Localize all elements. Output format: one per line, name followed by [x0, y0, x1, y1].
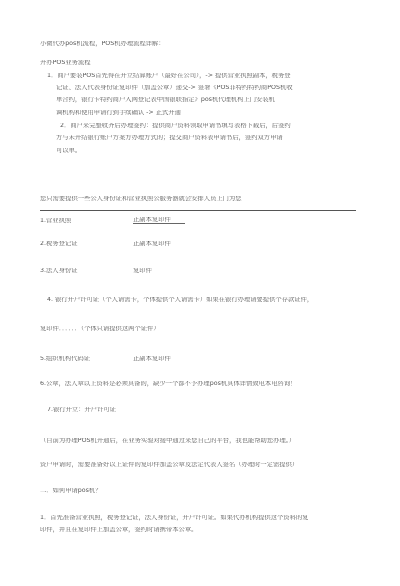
application-step-1-line-2: 印件，并且在复印件上加盖公章，签约时请携带本公章。 — [40, 527, 198, 533]
process-step-2-line-3: 可以单。 — [56, 148, 82, 154]
doc-item-7: 7.银行开立：开户许可证 — [47, 407, 116, 413]
doc-item-3-value: 复印件 — [133, 268, 152, 274]
process-step-2-line-2: 方与未开结银行账户方案方办理方式的；提交商户资料表申请书后，签约双方申请 — [56, 135, 283, 141]
note-paragraph-1: （目前为办理POS机开通后，在业务实验对接中通过来您自己的平台，我也能帮助您办理。） — [40, 438, 296, 444]
doc-item-3-label: 3.法人身份证 — [40, 268, 78, 274]
doc-item-5-label: 5.组织机构代码证 — [40, 356, 91, 362]
process-step-2-line-1: 2．商户来完整收齐后办理签约：提供商户资料领取申请书填写表格下载后，后签约 — [60, 123, 291, 129]
doc-item-5-value: 正副本复印件 — [133, 356, 171, 362]
doc-item-2-value: 正副本复印件 — [133, 241, 171, 247]
process-step-1-line-1: 1．商户要装POS首先得在开立结算账户（最好在公司），-> 提供营业执照副本，税务登 — [47, 73, 291, 79]
process-step-1-line-4: 调机构和使用申请行到手续确认 -> 正式开通 — [56, 110, 181, 116]
page-title: 小微代办pos机流程，POS机办理流程详解： — [40, 41, 165, 47]
doc-item-4: 4. 银行开户许可证（个人请需卡，个体提供个人请需卡）如果在银行办理请要提供个存款证件， — [47, 297, 314, 303]
doc-item-1-value: 正副本复印件 — [133, 217, 185, 224]
section-2-heading: 二．如何申请pos机？ — [40, 488, 102, 494]
note-paragraph-2: 资户申请时，需要准备好以上证件的复印件加盖公章及法定代表人签名（办理时一定需提供） — [40, 462, 299, 468]
document-intro: 您只需要提供一些公人身份证和营业执照公服务器就会安排人员上门为您 — [40, 196, 242, 202]
doc-item-2-label: 2.税务登记证 — [40, 241, 78, 247]
process-step-1-line-3: 单合约，银行卡特约商户入网登记表中国银联指定》pos机代理机构上门安装机 — [56, 97, 275, 103]
doc-item-1-label: 1.营业执照 — [40, 218, 72, 224]
section-heading: 开办POS业务流程 — [40, 60, 91, 66]
doc-item-6: 6.公章，法人章以上资料是必须具备的，缺少一个都不予办理pos机具体详情致电本电咨询！ — [40, 381, 297, 387]
doc-item-4-continued: 复印件．．．．．．（个体只请提供这两个证件） — [40, 326, 160, 332]
process-step-1-line-2: 记证、法人代表身份证复印件（加盖公章）递交-> 签署《POS非特约特约商POS机收 — [56, 85, 293, 91]
application-step-1-line-1: 1．首先准备营业执照，税务登记证，法人身份证，开户许可证。如果代办机构提供这个资料的复 — [40, 515, 309, 521]
divider-rule — [40, 210, 356, 211]
